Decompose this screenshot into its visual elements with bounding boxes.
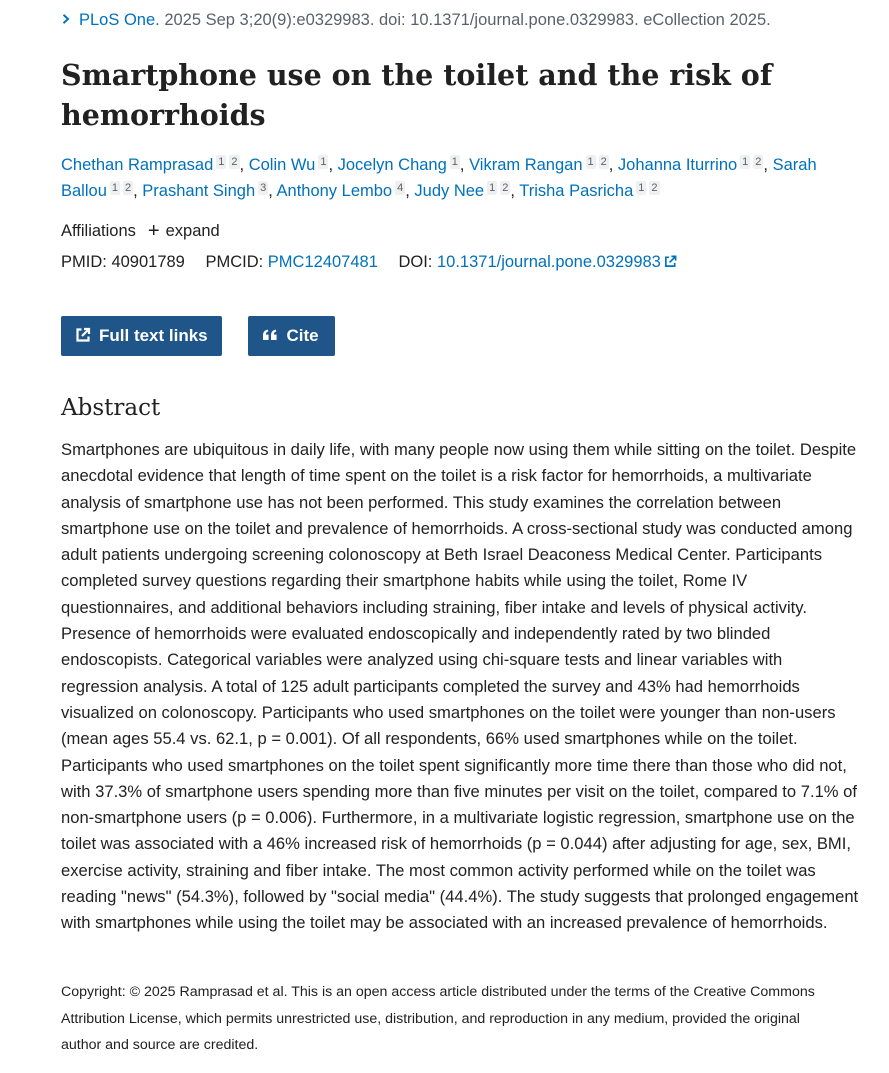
journal-link[interactable]: PLoS One. <box>79 11 160 29</box>
author-link[interactable]: Johanna Iturrino <box>617 156 738 174</box>
affiliation-marker[interactable]: 2 <box>231 156 238 168</box>
pmcid-link[interactable]: PMC12407481 <box>267 253 378 271</box>
author-link[interactable]: Chethan Ramprasad <box>61 156 214 174</box>
citation-line <box>61 9 771 31</box>
affiliation-marker[interactable]: 2 <box>755 156 762 168</box>
author-item <box>618 156 764 174</box>
affiliation-marker[interactable]: 2 <box>600 156 607 168</box>
author-link[interactable]: Anthony Lembo <box>276 182 393 200</box>
affiliation-marker[interactable]: 1 <box>742 156 749 168</box>
citation-details: 2025 Sep 3;20(9):e0329983. doi: 10.1371/journal.pone.0329983. eCollection 2025. <box>164 11 771 29</box>
affiliations-row <box>61 220 220 242</box>
article-title: Smartphone use on the toilet and the risk of hemorrhoids <box>61 58 773 132</box>
external-link-icon <box>664 255 677 268</box>
affiliation-marker[interactable]: 1 <box>489 182 496 194</box>
author-item <box>338 156 460 174</box>
abstract-text: Smartphones are ubiquitous in daily life, with many people now using them while sitting on the toilet. Despite anecdotal evidence that length of time spent on the toilet is a risk factor for hemorrhoids, a multivariate analysis of smartphone use has not been performed. This study examines the correlation between smartphone use on the toilet and prevalence of hemorrhoids. A cross-sectional study was conducted among adult patients undergoing screening colonoscopy at Beth Israel Deaconess Medical Center. Participants completed survey questions regarding their smartphone habits while using the toilet, Rome IV questionnaires, and additional behaviors including straining, fiber intake and levels of physical activity. Presence of hemorrhoids were evaluated endoscopically and independently rated by two blinded endoscopists. Categorical variables were analyzed using chi-square tests and linear variables with regression analysis. A total of 125 adult participants completed the survey and 43% had hemorrhoids visualized on colonoscopy. Participants who used smartphones on the toilet were younger than non-users (mean ages 55.4 vs. 62.1, p = 0.001). Of all respondents, 66% used smartphones while on the toilet. Participants who used smartphones on the toilet spent significantly more time there than those who did not, with 37.3% of smartphone users spending more than five minutes per visit on the toilet, compared to 7.1% of non-smartphone users (p = 0.006). Furthermore, in a multivariate logistic regression, smartphone use on the toilet was associated with a 46% increased risk of hemorrhoids (p = 0.044) after adjusting for age, sex, BMI, exercise activity, straining and fiber intake. The most common activity performed while on the toilet was reading "news" (54.3%), followed by "social media" (44.4%). The study suggests that prolonged engagement with smartphones while using the toilet may be associated with an increased prevalence of hemorrhoids. <box>61 440 859 933</box>
pmid-label: PMID: <box>61 253 107 271</box>
affiliation-marker[interactable]: 3 <box>260 182 267 194</box>
author-item <box>61 156 240 174</box>
full-text-links-label[interactable]: Full text links <box>99 326 208 345</box>
author-link[interactable]: Jocelyn Chang <box>337 156 447 174</box>
author-link[interactable]: Prashant Singh <box>142 182 256 200</box>
affiliation-marker[interactable]: 2 <box>651 182 658 194</box>
author-item <box>142 182 268 200</box>
author-link[interactable]: Judy Nee <box>414 182 485 200</box>
affiliation-marker[interactable]: 1 <box>451 156 458 168</box>
doi-value[interactable]: 10.1371/journal.pone.0329983 <box>436 253 661 271</box>
pmid-value: 40901789 <box>111 253 185 271</box>
affiliations-label: Affiliations <box>61 222 136 240</box>
affiliation-marker[interactable]: 1 <box>218 156 225 168</box>
doi-label: DOI: <box>398 253 433 271</box>
copyright-notice: Copyright: © 2025 Ramprasad et al. This is an open access article distributed under the terms of the Creative Commons Attribution License, which permits unrestricted use, distribution, and reproduction in any medium, provided the original author and source are credited. <box>61 984 815 1053</box>
cite-label[interactable]: Cite <box>286 326 319 345</box>
author-link[interactable]: Trisha Pasricha <box>519 182 634 200</box>
affiliation-marker[interactable]: 2 <box>125 182 132 194</box>
cite-button[interactable] <box>248 316 335 356</box>
affiliation-marker[interactable]: 4 <box>397 182 404 194</box>
author-link[interactable]: Sarah Ballou <box>61 156 817 200</box>
chevron-right-icon <box>61 14 71 24</box>
affiliation-marker[interactable]: 1 <box>587 156 594 168</box>
author-item <box>519 182 659 200</box>
affiliation-marker[interactable]: 1 <box>111 182 118 194</box>
affiliation-marker[interactable]: 1 <box>638 182 645 194</box>
authors-list: Chethan Ramprasad 1 2 , Colin Wu 1 , Jocelyn Chang 1 , Vikram Rangan 1 2 , Johanna Iturrino 1 2 , Sarah Ballou 1 2 , Prashant Singh 3 , Anthony Lembo 4 , Judy Nee 1 2 , Trisha Pasricha 1 2 <box>61 156 817 200</box>
external-link-icon <box>75 327 91 343</box>
affiliation-marker[interactable]: 2 <box>502 182 509 194</box>
pmcid-label: PMCID: <box>205 253 264 271</box>
author-item <box>414 182 510 200</box>
full-text-links-button[interactable] <box>61 316 222 356</box>
author-item <box>249 156 329 174</box>
abstract-heading: Abstract <box>61 395 161 421</box>
plus-icon[interactable]: + <box>147 220 160 242</box>
quote-icon <box>262 327 278 343</box>
identifiers-row <box>61 251 677 273</box>
author-item <box>469 156 609 174</box>
author-link[interactable]: Vikram Rangan <box>469 156 583 174</box>
doi-link[interactable] <box>437 253 677 271</box>
affiliation-marker[interactable]: 1 <box>320 156 327 168</box>
author-link[interactable]: Colin Wu <box>248 156 316 174</box>
affiliations-expand[interactable]: expand <box>165 222 220 240</box>
author-item <box>277 182 406 200</box>
